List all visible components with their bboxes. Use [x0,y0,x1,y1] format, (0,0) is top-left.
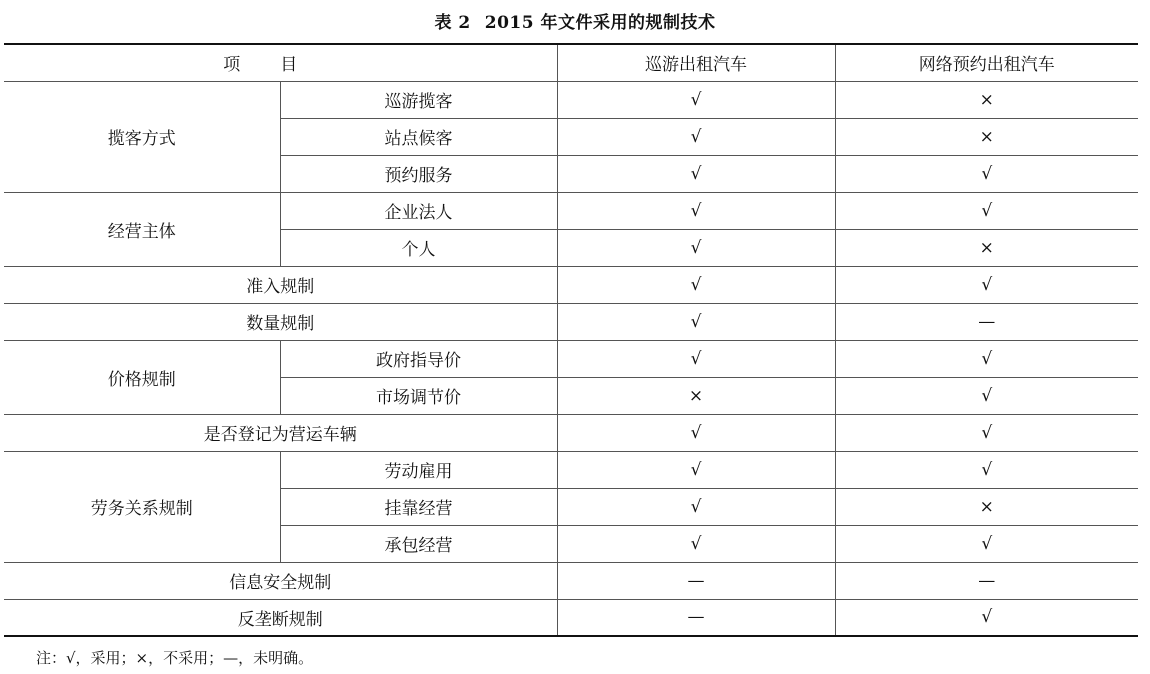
row-subitem: 个人 [280,229,557,266]
cruising-cell: — [557,562,835,599]
cruising-cell: × [557,377,835,414]
row-subitem: 站点候客 [280,118,557,155]
group-operator: 经营主体 [4,192,280,266]
online-cell: — [835,303,1138,340]
cruising-cell: √ [557,229,835,266]
header-item: 项目 [4,44,557,81]
online-cell: √ [835,414,1138,451]
online-cell: √ [835,451,1138,488]
group-labor: 劳务关系规制 [4,451,280,562]
cruising-cell: √ [557,303,835,340]
cruising-cell: √ [557,81,835,118]
online-cell: × [835,488,1138,525]
row-item: 是否登记为营运车辆 [4,414,557,451]
online-cell: √ [835,377,1138,414]
table-row [4,266,1138,303]
row-subitem: 预约服务 [280,155,557,192]
online-cell: √ [835,192,1138,229]
table-row [4,81,1138,118]
row-subitem: 市场调节价 [280,377,557,414]
table-row [4,192,1138,229]
online-cell: — [835,562,1138,599]
table-row [4,303,1138,340]
online-cell: √ [835,266,1138,303]
cruising-cell: √ [557,525,835,562]
table-row [4,414,1138,451]
row-item: 反垄断规制 [4,599,557,636]
table-row [4,599,1138,636]
header-cruising-taxi: 巡游出租汽车 [557,44,835,81]
online-cell: √ [835,525,1138,562]
row-item: 信息安全规制 [4,562,557,599]
cruising-cell: √ [557,488,835,525]
online-cell: × [835,229,1138,266]
row-subitem: 巡游揽客 [280,81,557,118]
online-cell: √ [835,340,1138,377]
table-footnote: 注：√，采用；×，不采用；—，未明确。 [36,649,314,667]
online-cell: √ [835,155,1138,192]
row-item: 数量规制 [4,303,557,340]
table-title: 2015 年文件采用的规制技术 [484,13,716,33]
cruising-cell: √ [557,451,835,488]
table-row [4,562,1138,599]
cruising-cell: √ [557,118,835,155]
table-number: 表 2 [434,13,471,33]
cruising-cell: √ [557,192,835,229]
cruising-cell: √ [557,266,835,303]
cruising-cell: — [557,599,835,636]
row-subitem: 劳动雇用 [280,451,557,488]
table-row [4,451,1138,488]
online-cell: × [835,118,1138,155]
regulation-table [4,43,1138,637]
table-caption [0,8,1150,33]
row-item: 准入规制 [4,266,557,303]
row-subitem: 政府指导价 [280,340,557,377]
row-subitem: 挂靠经营 [280,488,557,525]
header-online-taxi: 网络预约出租汽车 [835,44,1138,81]
group-pricing: 价格规制 [4,340,280,414]
group-solicitation: 揽客方式 [4,81,280,192]
row-subitem: 承包经营 [280,525,557,562]
cruising-cell: √ [557,414,835,451]
row-subitem: 企业法人 [280,192,557,229]
online-cell: × [835,81,1138,118]
online-cell: √ [835,599,1138,636]
cruising-cell: √ [557,340,835,377]
cruising-cell: √ [557,155,835,192]
table-header-row [4,44,1138,81]
table-row [4,340,1138,377]
